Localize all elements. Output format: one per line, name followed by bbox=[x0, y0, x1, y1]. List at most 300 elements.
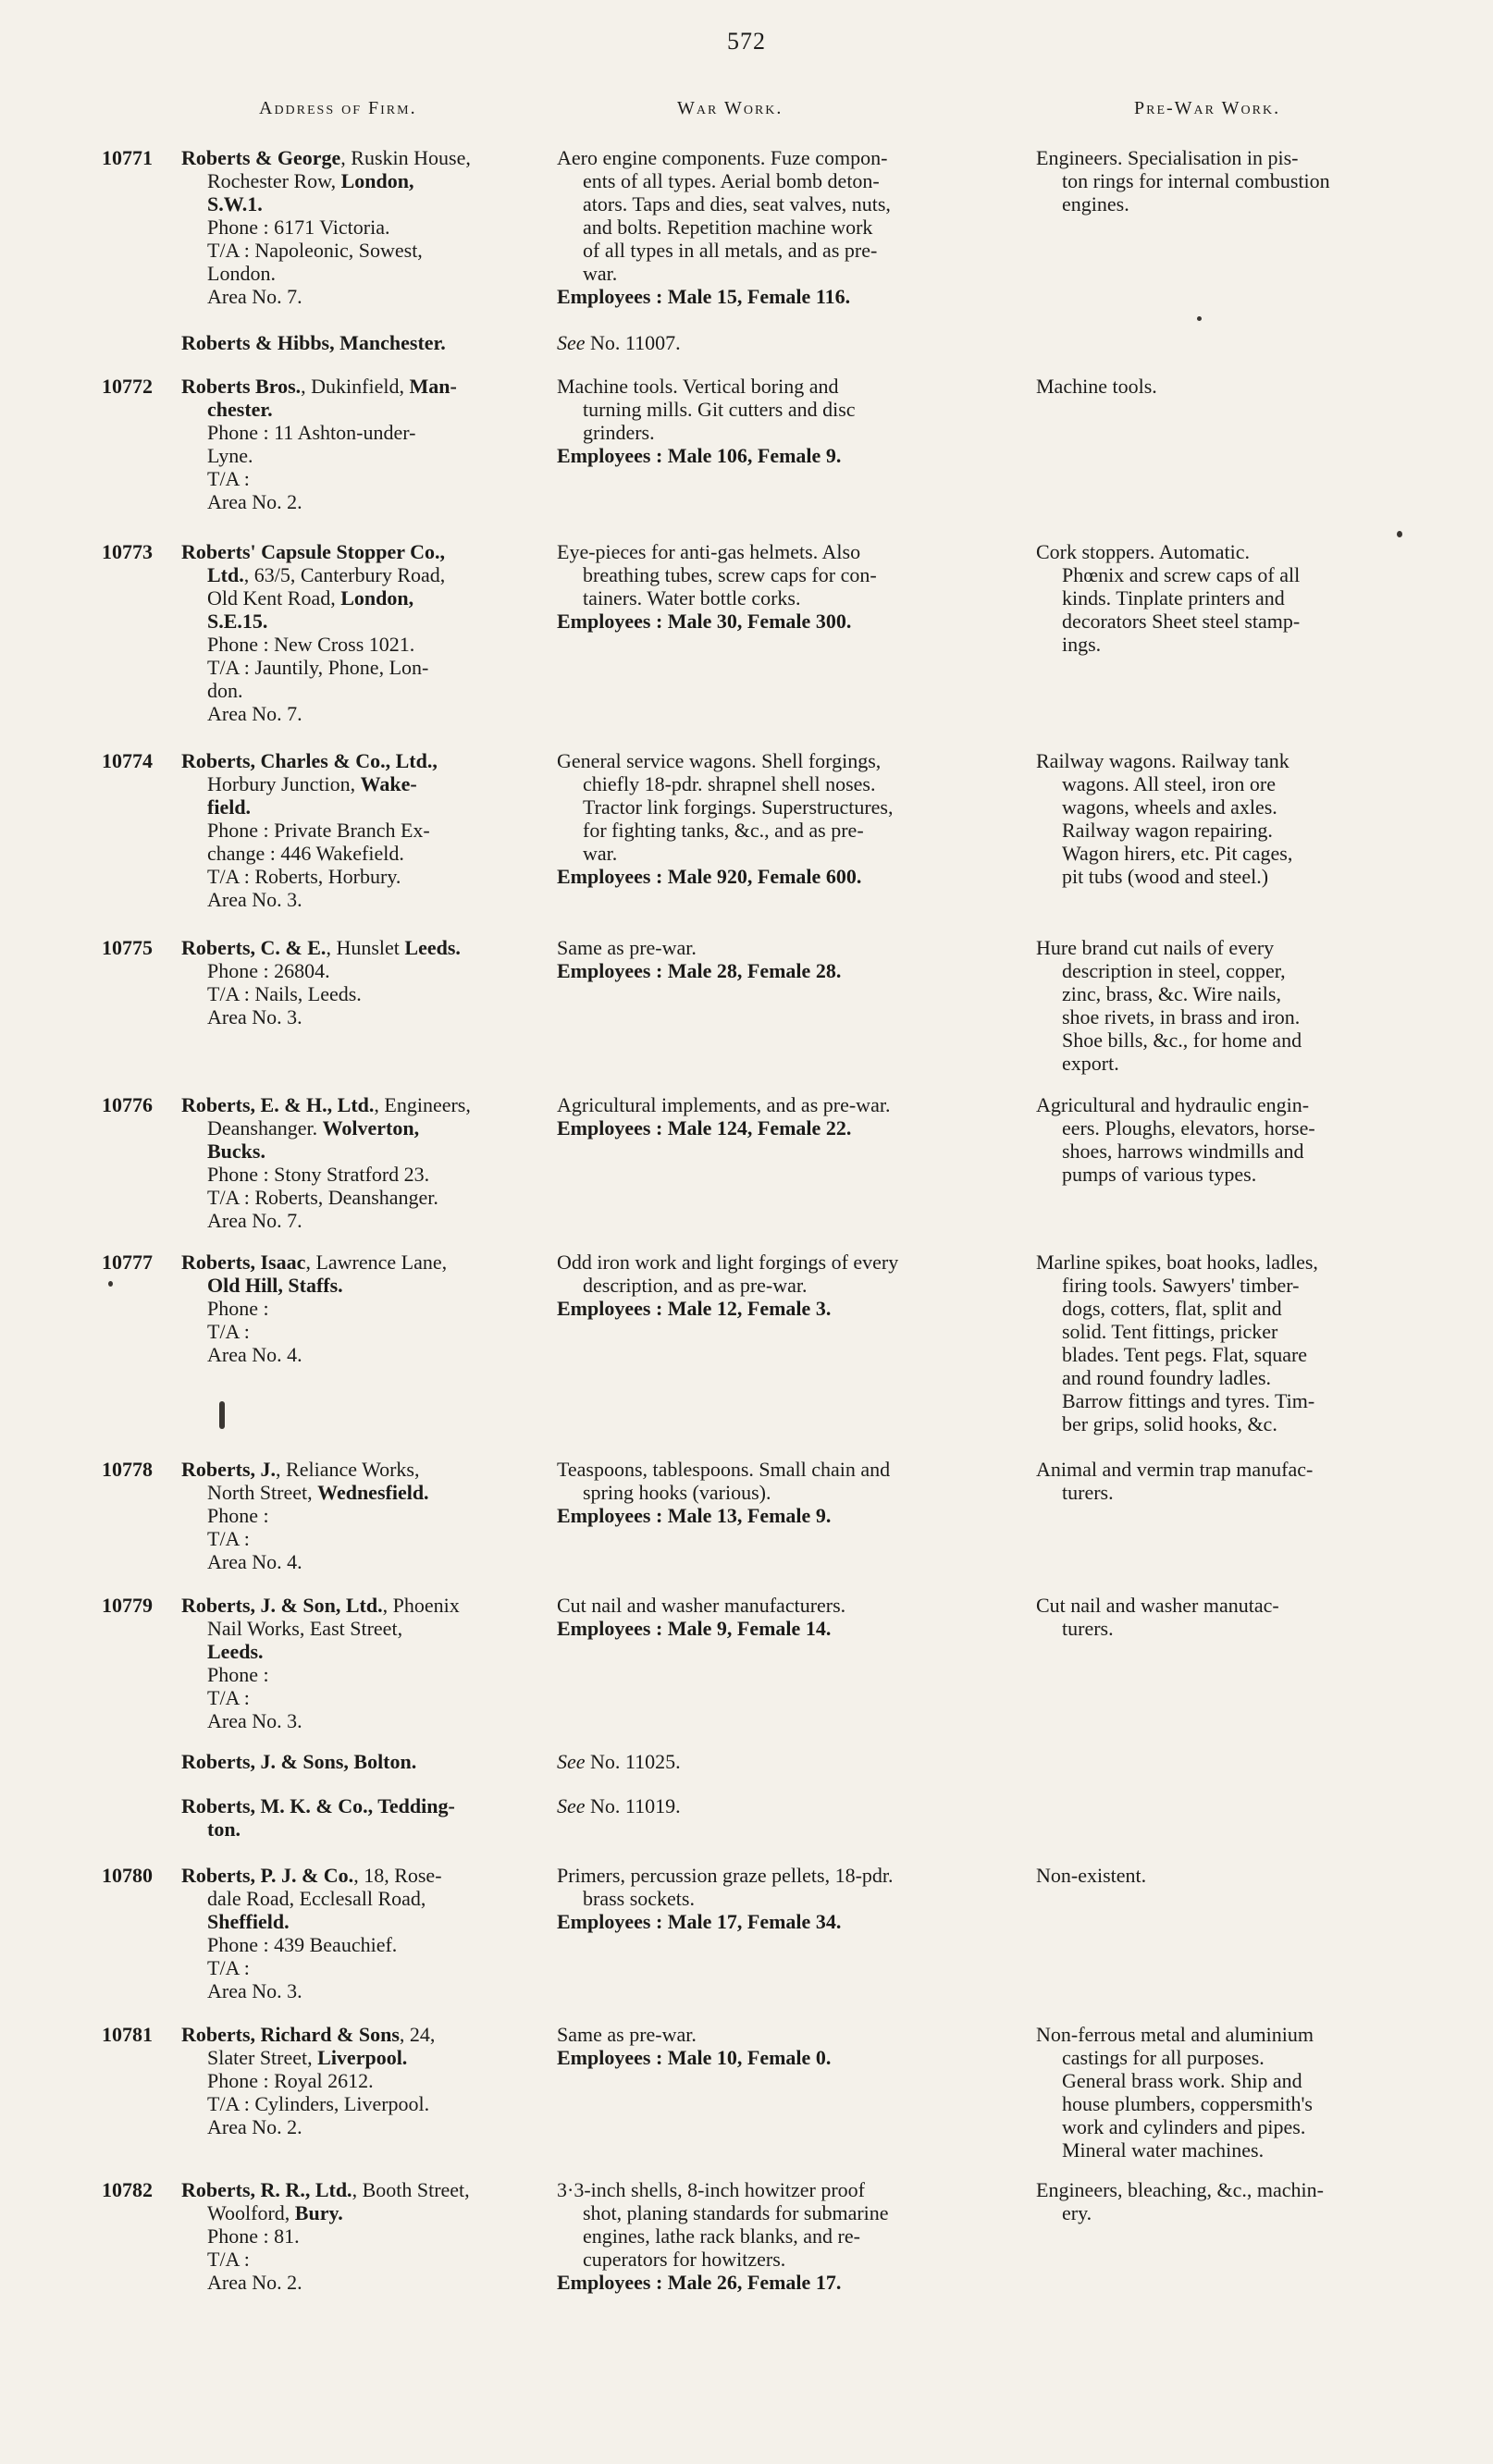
address-line bbox=[181, 633, 535, 656]
firm-town: Bury. bbox=[294, 2201, 343, 2224]
pre-war-work bbox=[1036, 1250, 1413, 1435]
address-text: Phone : bbox=[207, 1504, 269, 1527]
address-line bbox=[181, 2115, 535, 2138]
employees-count: Employees : Male 26, Female 17. bbox=[557, 2271, 842, 2294]
pre-war-work-line: Railway wagons. Railway tank bbox=[1036, 749, 1289, 772]
address-text: Phone : bbox=[207, 1297, 269, 1320]
address-text: T/A : bbox=[207, 1686, 250, 1709]
address-text: Area No. 7. bbox=[207, 285, 302, 308]
address-text: T/A : bbox=[207, 2248, 250, 2271]
pre-war-work-line: Hure brand cut nails of every bbox=[1036, 936, 1275, 959]
address-text: Phone : 81. bbox=[207, 2224, 300, 2248]
address-line bbox=[181, 936, 535, 959]
address-text: , Reliance Works, bbox=[276, 1458, 420, 1481]
address-text: Deanshanger. bbox=[207, 1116, 323, 1140]
address-line bbox=[181, 819, 535, 842]
address-line bbox=[181, 1343, 535, 1366]
address-line bbox=[181, 216, 535, 239]
firm-town: S.E.15. bbox=[207, 610, 268, 633]
address-line bbox=[181, 749, 535, 772]
address-line bbox=[181, 1817, 535, 1841]
address-text: Phone : Private Branch Ex- bbox=[207, 819, 430, 842]
address-text: Nail Works, East Street, bbox=[207, 1617, 403, 1640]
entry-number: 10774 bbox=[102, 749, 153, 772]
pre-war-work-line: ery. bbox=[1062, 2201, 1092, 2224]
address-text: Area No. 3. bbox=[207, 888, 302, 911]
address-line bbox=[181, 1887, 535, 1910]
war-work bbox=[557, 1250, 1019, 1320]
address-line bbox=[181, 865, 535, 888]
address-text: North Street, bbox=[207, 1481, 318, 1504]
address-line bbox=[181, 2178, 535, 2201]
address-line bbox=[181, 192, 535, 216]
address-text: Phone : Royal 2612. bbox=[207, 2069, 374, 2092]
address-line bbox=[181, 1209, 535, 1232]
pre-war-work-line: solid. Tent fittings, pricker bbox=[1062, 1320, 1278, 1343]
address-line bbox=[181, 1794, 535, 1817]
address-line bbox=[181, 842, 535, 865]
address-line bbox=[181, 1617, 535, 1640]
address-line bbox=[181, 398, 535, 421]
pre-war-work-line: Machine tools. bbox=[1036, 375, 1157, 398]
entry-number: 10779 bbox=[102, 1594, 153, 1617]
war-work-line: tainers. Water bottle corks. bbox=[583, 586, 801, 610]
war-work-line: Primers, percussion graze pellets, 18-pdr. bbox=[557, 1864, 894, 1887]
address-text: T/A : Nails, Leeds. bbox=[207, 982, 362, 1005]
ink-speck bbox=[219, 1401, 225, 1429]
firm-town: Ltd. bbox=[207, 563, 244, 586]
address-text: Area No. 4. bbox=[207, 1550, 302, 1573]
address-line bbox=[181, 375, 535, 398]
firm-town: S.W.1. bbox=[207, 192, 263, 216]
war-work-line: cuperators for howitzers. bbox=[583, 2248, 786, 2271]
pre-war-work-line: Shoe bills, &c., for home and bbox=[1062, 1029, 1302, 1052]
address-text: T/A : bbox=[207, 1956, 250, 1979]
address-text: T/A : bbox=[207, 467, 250, 490]
firm-name: Roberts, J. & Sons, Bolton. bbox=[181, 1750, 417, 1773]
address-line bbox=[181, 421, 535, 444]
pre-war-work-line: Railway wagon repairing. bbox=[1062, 819, 1273, 842]
firm-address bbox=[181, 331, 535, 354]
firm-address bbox=[181, 375, 535, 513]
address-text: Phone : 6171 Victoria. bbox=[207, 216, 390, 239]
address-line bbox=[181, 331, 535, 354]
address-text: , Engineers, bbox=[374, 1093, 471, 1116]
address-text: Area No. 7. bbox=[207, 702, 302, 725]
column-header-war-work: War Work. bbox=[677, 98, 784, 118]
pre-war-work-line: pit tubs (wood and steel.) bbox=[1062, 865, 1269, 888]
pre-war-work-line: eers. Ploughs, elevators, horse- bbox=[1062, 1116, 1315, 1140]
firm-town: Old Hill, Staffs. bbox=[207, 1274, 343, 1297]
war-work-line: for fighting tanks, &c., and as pre- bbox=[583, 819, 864, 842]
employees-count: Employees : Male 13, Female 9. bbox=[557, 1504, 832, 1527]
pre-war-work-line: decorators Sheet steel stamp- bbox=[1062, 610, 1301, 633]
war-work bbox=[557, 375, 1019, 467]
address-line bbox=[181, 1956, 535, 1979]
address-text: , 63/5, Canterbury Road, bbox=[243, 563, 446, 586]
pre-war-work-line: wagons. All steel, iron ore bbox=[1062, 772, 1276, 795]
address-text: , Booth Street, bbox=[352, 2178, 470, 2201]
war-work-line: engines, lathe rack blanks, and re- bbox=[583, 2224, 860, 2248]
firm-address bbox=[181, 936, 535, 1029]
firm-town: Man- bbox=[409, 375, 457, 398]
war-work bbox=[557, 540, 1019, 633]
firm-address bbox=[181, 1458, 535, 1573]
war-work-line: ators. Taps and dies, seat valves, nuts, bbox=[583, 192, 891, 216]
address-line bbox=[181, 239, 535, 262]
war-work bbox=[557, 1750, 1019, 1773]
firm-name: Roberts, Richard & Sons bbox=[181, 2023, 400, 2046]
war-work-line: General service wagons. Shell forgings, bbox=[557, 749, 882, 772]
address-line bbox=[181, 1640, 535, 1663]
address-text: Lyne. bbox=[207, 444, 253, 467]
firm-name: Roberts, P. J. & Co. bbox=[181, 1864, 354, 1887]
firm-town: Liverpool. bbox=[317, 2046, 408, 2069]
address-line bbox=[181, 586, 535, 610]
address-text: Phone : 11 Ashton-under- bbox=[207, 421, 416, 444]
war-work-line: Same as pre-war. bbox=[557, 2023, 697, 2046]
pre-war-work-line: castings for all purposes. bbox=[1062, 2046, 1265, 2069]
address-line bbox=[181, 1005, 535, 1029]
entry-number: 10777 bbox=[102, 1250, 153, 1274]
pre-war-work bbox=[1036, 540, 1413, 656]
pre-war-work-line: pumps of various types. bbox=[1062, 1163, 1257, 1186]
address-line bbox=[181, 1320, 535, 1343]
address-text: T/A : Cylinders, Liverpool. bbox=[207, 2092, 430, 2115]
entry-number: 10780 bbox=[102, 1864, 153, 1887]
address-line bbox=[181, 490, 535, 513]
pre-war-work-line: engines. bbox=[1062, 192, 1129, 216]
address-text: Phone : New Cross 1021. bbox=[207, 633, 415, 656]
pre-war-work-line: Barrow fittings and tyres. Tim- bbox=[1062, 1389, 1315, 1412]
ink-speck bbox=[1397, 531, 1402, 537]
address-text: Area No. 3. bbox=[207, 1709, 302, 1732]
address-text: don. bbox=[207, 679, 243, 702]
war-work bbox=[557, 331, 1019, 354]
address-line bbox=[181, 1550, 535, 1573]
firm-town: Leeds. bbox=[404, 936, 461, 959]
firm-name: Roberts' Capsule Stopper Co., bbox=[181, 540, 446, 563]
war-work-line: turning mills. Git cutters and disc bbox=[583, 398, 856, 421]
address-line bbox=[181, 1504, 535, 1527]
war-work-line: Eye-pieces for anti-gas helmets. Also bbox=[557, 540, 861, 563]
firm-town: chester. bbox=[207, 398, 273, 421]
war-work bbox=[557, 2178, 1019, 2294]
firm-town: ton. bbox=[207, 1817, 241, 1841]
war-work-line: Cut nail and washer manufacturers. bbox=[557, 1594, 846, 1617]
pre-war-work-line: Engineers. Specialisation in pis- bbox=[1036, 146, 1299, 169]
war-work-line: brass sockets. bbox=[583, 1887, 695, 1910]
address-text: , Lawrence Lane, bbox=[305, 1250, 448, 1274]
pre-war-work-line: zinc, brass, &c. Wire nails, bbox=[1062, 982, 1281, 1005]
address-line bbox=[181, 1979, 535, 2002]
war-work bbox=[557, 1864, 1019, 1933]
address-text: Phone : Stony Stratford 23. bbox=[207, 1163, 430, 1186]
address-line bbox=[181, 285, 535, 308]
pre-war-work-line: ber grips, solid hooks, &c. bbox=[1062, 1412, 1277, 1435]
war-work-line: ents of all types. Aerial bomb deton- bbox=[583, 169, 880, 192]
war-work bbox=[557, 749, 1019, 888]
war-work-line: and bolts. Repetition machine work bbox=[583, 216, 873, 239]
address-line bbox=[181, 1093, 535, 1116]
address-text: , Ruskin House, bbox=[340, 146, 471, 169]
see-reference: No. 11007. bbox=[590, 331, 681, 354]
employees-count: Employees : Male 17, Female 34. bbox=[557, 1910, 842, 1933]
address-text: Phone : 439 Beauchief. bbox=[207, 1933, 398, 1956]
war-work-line: description, and as pre-war. bbox=[583, 1274, 808, 1297]
address-line bbox=[181, 1458, 535, 1481]
entry-number: 10776 bbox=[102, 1093, 153, 1116]
address-text: T/A : bbox=[207, 1527, 250, 1550]
pre-war-work-line: ton rings for internal combustion bbox=[1062, 169, 1330, 192]
ink-speck bbox=[108, 1281, 113, 1287]
war-work bbox=[557, 2023, 1019, 2069]
pre-war-work bbox=[1036, 2023, 1413, 2162]
address-line bbox=[181, 1864, 535, 1887]
address-line bbox=[181, 444, 535, 467]
entry-number: 10772 bbox=[102, 375, 153, 398]
pre-war-work-line: Cork stoppers. Automatic. bbox=[1036, 540, 1250, 563]
ink-speck bbox=[1197, 316, 1202, 321]
pre-war-work bbox=[1036, 749, 1413, 888]
firm-address bbox=[181, 540, 535, 725]
war-work-line: Machine tools. Vertical boring and bbox=[557, 375, 839, 398]
address-text: Area No. 2. bbox=[207, 490, 302, 513]
column-header-pre-war-work: Pre-War Work. bbox=[1134, 98, 1281, 118]
firm-name: Roberts, C. & E. bbox=[181, 936, 327, 959]
address-text: Area No. 4. bbox=[207, 1343, 302, 1366]
address-text: , 24, bbox=[399, 2023, 436, 2046]
pre-war-work-line: description in steel, copper, bbox=[1062, 959, 1286, 982]
war-work-line: of all types in all metals, and as pre- bbox=[583, 239, 878, 262]
employees-count: Employees : Male 10, Female 0. bbox=[557, 2046, 832, 2069]
address-line bbox=[181, 1481, 535, 1504]
address-line bbox=[181, 262, 535, 285]
firm-address bbox=[181, 749, 535, 911]
firm-address bbox=[181, 1794, 535, 1841]
column-header-address: Address of Firm. bbox=[259, 98, 417, 118]
firm-town: London, bbox=[340, 169, 414, 192]
address-line bbox=[181, 959, 535, 982]
address-line bbox=[181, 888, 535, 911]
war-work-line: chiefly 18-pdr. shrapnel shell noses. bbox=[583, 772, 876, 795]
employees-count: Employees : Male 30, Female 300. bbox=[557, 610, 852, 633]
firm-address bbox=[181, 1093, 535, 1232]
address-text: Woolford, bbox=[207, 2201, 295, 2224]
war-work-line: Odd iron work and light forgings of every bbox=[557, 1250, 899, 1274]
firm-name: Roberts, Isaac bbox=[181, 1250, 306, 1274]
war-work bbox=[557, 1458, 1019, 1527]
war-work-line: Tractor link forgings. Superstructures, bbox=[583, 795, 894, 819]
employees-count: Employees : Male 124, Female 22. bbox=[557, 1116, 852, 1140]
pre-war-work bbox=[1036, 146, 1413, 216]
see-label: See bbox=[557, 1750, 586, 1773]
address-text: dale Road, Ecclesall Road, bbox=[207, 1887, 426, 1910]
firm-address bbox=[181, 1594, 535, 1732]
pre-war-work-line: blades. Tent pegs. Flat, square bbox=[1062, 1343, 1308, 1366]
pre-war-work-line: firing tools. Sawyers' timber- bbox=[1062, 1274, 1300, 1297]
pre-war-work bbox=[1036, 2178, 1413, 2224]
pre-war-work-line: turers. bbox=[1062, 1617, 1114, 1640]
pre-war-work bbox=[1036, 1458, 1413, 1504]
address-text: , 18, Rose- bbox=[353, 1864, 442, 1887]
address-text: T/A : bbox=[207, 1320, 250, 1343]
see-label: See bbox=[557, 1794, 586, 1817]
firm-address bbox=[181, 1864, 535, 2002]
firm-name: Roberts & Hibbs, Manchester. bbox=[181, 331, 446, 354]
see-reference: No. 11019. bbox=[590, 1794, 681, 1817]
war-work-line: war. bbox=[583, 262, 618, 285]
pre-war-work-line: Agricultural and hydraulic engin- bbox=[1036, 1093, 1310, 1116]
address-line bbox=[181, 702, 535, 725]
address-line bbox=[181, 2271, 535, 2294]
address-line bbox=[181, 169, 535, 192]
war-work-line: breathing tubes, screw caps for con- bbox=[583, 563, 877, 586]
address-line bbox=[181, 1186, 535, 1209]
firm-town: Wolverton, bbox=[322, 1116, 420, 1140]
firm-name: Roberts, R. R., Ltd. bbox=[181, 2178, 352, 2201]
pre-war-work-line: Animal and vermin trap manufac- bbox=[1036, 1458, 1314, 1481]
entry-number: 10781 bbox=[102, 2023, 153, 2046]
pre-war-work-line: ings. bbox=[1062, 633, 1102, 656]
entry-number: 10782 bbox=[102, 2178, 153, 2201]
war-work bbox=[557, 1594, 1019, 1640]
address-line bbox=[181, 1750, 535, 1773]
pre-war-work-line: Marline spikes, boat hooks, ladles, bbox=[1036, 1250, 1318, 1274]
firm-address bbox=[181, 1750, 535, 1773]
pre-war-work-line: shoes, harrows windmills and bbox=[1062, 1140, 1304, 1163]
employees-count: Employees : Male 9, Female 14. bbox=[557, 1617, 832, 1640]
employees-count: Employees : Male 920, Female 600. bbox=[557, 865, 862, 888]
firm-name: Roberts Bros. bbox=[181, 375, 302, 398]
address-line bbox=[181, 656, 535, 679]
address-line bbox=[181, 982, 535, 1005]
address-line bbox=[181, 1933, 535, 1956]
address-line bbox=[181, 540, 535, 563]
address-text: T/A : Napoleonic, Sowest, bbox=[207, 239, 423, 262]
pre-war-work bbox=[1036, 375, 1413, 398]
address-line bbox=[181, 1663, 535, 1686]
address-line bbox=[181, 1527, 535, 1550]
address-text: Slater Street, bbox=[207, 2046, 318, 2069]
address-text: , Dukinfield, bbox=[301, 375, 410, 398]
cross-reference bbox=[557, 331, 1019, 354]
war-work bbox=[557, 1794, 1019, 1817]
address-text: , Hunslet bbox=[326, 936, 405, 959]
page-number: 572 bbox=[727, 28, 766, 55]
address-line bbox=[181, 1910, 535, 1933]
cross-reference bbox=[557, 1794, 1019, 1817]
firm-name: Roberts, E. & H., Ltd. bbox=[181, 1093, 375, 1116]
address-line bbox=[181, 1594, 535, 1617]
employees-count: Employees : Male 12, Female 3. bbox=[557, 1297, 832, 1320]
firm-name: Roberts, Charles & Co., Ltd., bbox=[181, 749, 438, 772]
pre-war-work-line: Cut nail and washer manutac- bbox=[1036, 1594, 1279, 1617]
address-text: Area No. 7. bbox=[207, 1209, 302, 1232]
address-text: Old Kent Road, bbox=[207, 586, 341, 610]
firm-town: Wednesfield. bbox=[317, 1481, 429, 1504]
address-text: Horbury Junction, bbox=[207, 772, 361, 795]
address-text: Area No. 3. bbox=[207, 1005, 302, 1029]
address-text: Phone : 26804. bbox=[207, 959, 330, 982]
address-line bbox=[181, 2201, 535, 2224]
entry-number: 10771 bbox=[102, 146, 153, 169]
see-label: See bbox=[557, 331, 586, 354]
pre-war-work bbox=[1036, 1594, 1413, 1640]
firm-town: Leeds. bbox=[207, 1640, 264, 1663]
war-work-line: Agricultural implements, and as pre-war. bbox=[557, 1093, 891, 1116]
address-text: London. bbox=[207, 262, 276, 285]
firm-address bbox=[181, 2023, 535, 2138]
pre-war-work-line: shoe rivets, in brass and iron. bbox=[1062, 1005, 1301, 1029]
address-line bbox=[181, 1274, 535, 1297]
firm-name: Roberts & George bbox=[181, 146, 341, 169]
employees-count: Employees : Male 28, Female 28. bbox=[557, 959, 842, 982]
address-text: T/A : Jauntily, Phone, Lon- bbox=[207, 656, 429, 679]
address-text: Area No. 2. bbox=[207, 2271, 302, 2294]
war-work-line: Aero engine components. Fuze compon- bbox=[557, 146, 888, 169]
firm-address bbox=[181, 146, 535, 308]
pre-war-work-line: Non-existent. bbox=[1036, 1864, 1147, 1887]
address-line bbox=[181, 2046, 535, 2069]
entry-number: 10775 bbox=[102, 936, 153, 959]
address-text: Rochester Row, bbox=[207, 169, 341, 192]
pre-war-work bbox=[1036, 1093, 1413, 1186]
firm-address bbox=[181, 2178, 535, 2294]
address-text: , Phoenix bbox=[382, 1594, 460, 1617]
address-line bbox=[181, 610, 535, 633]
address-text: Phone : bbox=[207, 1663, 269, 1686]
employees-count: Employees : Male 106, Female 9. bbox=[557, 444, 842, 467]
address-line bbox=[181, 1140, 535, 1163]
employees-count: Employees : Male 15, Female 116. bbox=[557, 285, 851, 308]
firm-town: Wake- bbox=[360, 772, 417, 795]
firm-town: Sheffield. bbox=[207, 1910, 290, 1933]
firm-town: field. bbox=[207, 795, 252, 819]
pre-war-work-line: Engineers, bleaching, &c., machin- bbox=[1036, 2178, 1324, 2201]
war-work-line: spring hooks (various). bbox=[583, 1481, 771, 1504]
pre-war-work-line: General brass work. Ship and bbox=[1062, 2069, 1302, 2092]
war-work bbox=[557, 1093, 1019, 1140]
address-line bbox=[181, 146, 535, 169]
address-text: change : 446 Wakefield. bbox=[207, 842, 404, 865]
address-line bbox=[181, 2023, 535, 2046]
pre-war-work-line: export. bbox=[1062, 1052, 1119, 1075]
address-line bbox=[181, 1709, 535, 1732]
cross-reference bbox=[557, 1750, 1019, 1773]
war-work bbox=[557, 146, 1019, 308]
address-text: T/A : Roberts, Horbury. bbox=[207, 865, 401, 888]
war-work-line: 3·3-inch shells, 8-inch howitzer proof bbox=[557, 2178, 865, 2201]
pre-war-work-line: dogs, cotters, flat, split and bbox=[1062, 1297, 1282, 1320]
address-text: Area No. 3. bbox=[207, 1979, 302, 2002]
firm-town: Bucks. bbox=[207, 1140, 265, 1163]
address-line bbox=[181, 467, 535, 490]
address-line bbox=[181, 1686, 535, 1709]
pre-war-work-line: and round foundry ladles. bbox=[1062, 1366, 1272, 1389]
see-reference: No. 11025. bbox=[590, 1750, 681, 1773]
war-work-line: grinders. bbox=[583, 421, 655, 444]
address-line bbox=[181, 795, 535, 819]
address-line bbox=[181, 772, 535, 795]
entry-number: 10778 bbox=[102, 1458, 153, 1481]
war-work-line: war. bbox=[583, 842, 618, 865]
address-line bbox=[181, 2248, 535, 2271]
pre-war-work-line: house plumbers, coppersmith's bbox=[1062, 2092, 1313, 2115]
firm-name: Roberts, J. bbox=[181, 1458, 277, 1481]
pre-war-work-line: wagons, wheels and axles. bbox=[1062, 795, 1277, 819]
address-line bbox=[181, 1250, 535, 1274]
